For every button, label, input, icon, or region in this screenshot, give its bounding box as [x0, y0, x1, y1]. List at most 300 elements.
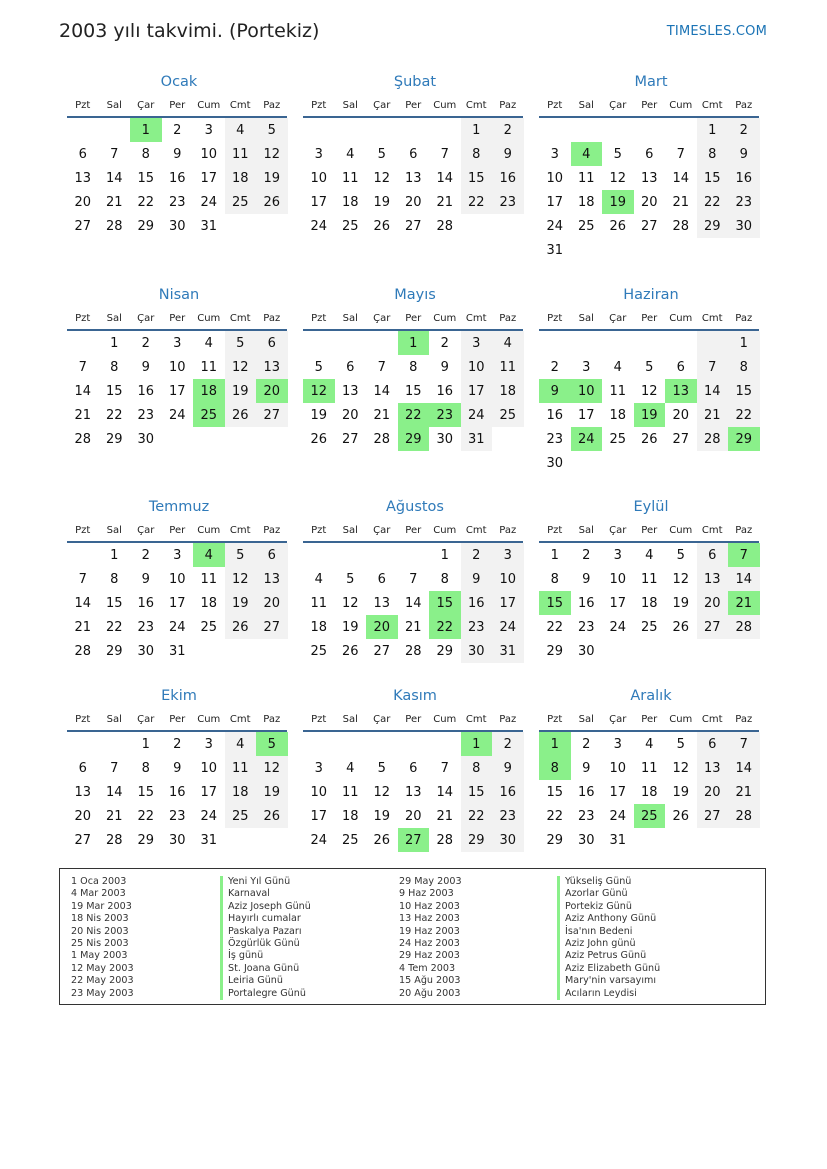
weekday-label: Çar: [137, 312, 155, 324]
weekday-label: Çar: [609, 312, 627, 324]
day-cell: 10: [492, 567, 524, 591]
day-cell: 3: [204, 736, 213, 752]
day-cell: 5: [676, 736, 685, 752]
day-cell: 4: [204, 335, 213, 351]
weekday-label: Sal: [106, 713, 122, 725]
day-cell: 9: [173, 146, 182, 162]
legend-holiday-name: İş günü: [220, 950, 311, 962]
day-cell: 17: [461, 379, 493, 403]
day-cell: 26: [310, 431, 328, 447]
legend-holiday-name: Mary'nin varsayımı: [557, 975, 660, 987]
month-8: [303, 497, 527, 663]
day-cell: 5: [377, 760, 386, 776]
holiday-day-cell: 4: [193, 543, 225, 567]
empty-cell: [571, 331, 603, 355]
weekday-header: [67, 94, 291, 116]
day-cell: 2: [173, 122, 182, 138]
holiday-day-cell: 19: [602, 190, 634, 214]
day-cell: 6: [78, 760, 87, 776]
day-grid: [67, 732, 291, 852]
weekday-label: Pzt: [311, 524, 327, 536]
day-cell: 25: [310, 643, 328, 659]
day-cell: 13: [256, 567, 288, 591]
day-cell: 12: [672, 760, 690, 776]
day-cell: 14: [404, 595, 422, 611]
day-cell: 16: [168, 784, 186, 800]
day-cell: 11: [225, 756, 257, 780]
day-cell: 25: [225, 190, 257, 214]
holiday-day-cell: 13: [665, 379, 697, 403]
day-cell: 29: [461, 828, 493, 852]
day-cell: 22: [461, 804, 493, 828]
weekday-label: Pzt: [75, 524, 91, 536]
day-cell: 26: [672, 619, 690, 635]
day-cell: 22: [137, 194, 155, 210]
day-cell: 24: [461, 403, 493, 427]
legend-date: 4 Tem 2003: [399, 962, 456, 974]
legend-holiday-name: St. Joana Günü: [220, 963, 311, 975]
month-name: Şubat: [393, 74, 437, 90]
day-cell: 30: [546, 455, 564, 471]
weekday-label: Çar: [609, 99, 627, 111]
legend-holiday-name: Aziz Petrus Günü: [557, 950, 660, 962]
day-cell: 27: [256, 615, 288, 639]
day-cell: 8: [110, 359, 119, 375]
day-cell: 7: [409, 571, 418, 587]
day-cell: 27: [256, 403, 288, 427]
day-cell: 10: [168, 571, 186, 587]
weekday-header: [539, 94, 763, 116]
day-cell: 27: [640, 218, 658, 234]
weekday-label: Pzt: [311, 312, 327, 324]
legend-holiday-name: Özgürlük Günü: [220, 938, 311, 950]
day-cell: 23: [137, 619, 155, 635]
empty-cell: [67, 331, 99, 355]
weekday-label: Sal: [106, 99, 122, 111]
day-cell: 7: [440, 760, 449, 776]
weekday-label: Pzt: [311, 713, 327, 725]
legend-date: 22 May 2003: [71, 975, 134, 987]
holiday-day-cell: 29: [728, 427, 760, 451]
empty-cell: [398, 732, 430, 756]
day-cell: 10: [168, 359, 186, 375]
day-cell: 28: [404, 643, 422, 659]
weekday-label: Paz: [735, 524, 753, 536]
weekday-label: Paz: [263, 713, 281, 725]
holiday-legend: [59, 868, 766, 1005]
day-cell: 14: [373, 383, 391, 399]
day-cell: 30: [577, 832, 595, 848]
weekday-label: Cmt: [701, 99, 723, 111]
holiday-day-cell: 1: [461, 732, 493, 756]
day-cell: 24: [310, 218, 328, 234]
day-cell: 30: [461, 639, 493, 663]
day-cell: 21: [105, 194, 123, 210]
day-cell: 5: [225, 331, 257, 355]
day-cell: 28: [105, 832, 123, 848]
weekday-label: Cmt: [465, 524, 487, 536]
day-cell: 6: [78, 146, 87, 162]
day-cell: 7: [377, 359, 386, 375]
legend-holiday-name: Aziz Joseph Günü: [220, 901, 311, 913]
day-cell: 26: [672, 808, 690, 824]
day-cell: 30: [137, 431, 155, 447]
day-cell: 13: [697, 756, 729, 780]
day-cell: 31: [168, 643, 186, 659]
day-cell: 17: [609, 784, 627, 800]
day-cell: 31: [609, 832, 627, 848]
month-name: Aralık: [630, 688, 672, 704]
day-cell: 18: [577, 194, 595, 210]
weekday-label: Cmt: [229, 312, 251, 324]
day-cell: 18: [640, 595, 658, 611]
day-cell: 2: [492, 732, 524, 756]
day-cell: 2: [550, 359, 559, 375]
day-cell: 23: [577, 619, 595, 635]
day-cell: 21: [105, 808, 123, 824]
legend-holiday-name: Aziz Elizabeth Günü: [557, 963, 660, 975]
legend-holiday-name: Paskalya Pazarı: [220, 926, 311, 938]
day-cell: 8: [728, 355, 760, 379]
weekday-label: Paz: [499, 99, 517, 111]
empty-cell: [665, 118, 697, 142]
day-cell: 4: [346, 146, 355, 162]
day-cell: 9: [582, 571, 591, 587]
day-cell: 4: [492, 331, 524, 355]
day-cell: 16: [461, 591, 493, 615]
day-cell: 4: [314, 571, 323, 587]
weekday-label: Cum: [433, 524, 457, 536]
day-cell: 8: [461, 756, 493, 780]
legend-date: 12 May 2003: [71, 962, 134, 974]
legend-date: 9 Haz 2003: [399, 888, 454, 900]
day-cell: 18: [640, 784, 658, 800]
day-cell: 12: [225, 355, 257, 379]
legend-date: 29 May 2003: [399, 876, 462, 887]
empty-cell: [67, 543, 99, 567]
day-cell: 21: [373, 407, 391, 423]
day-cell: 23: [492, 804, 524, 828]
weekday-label: Pzt: [547, 713, 563, 725]
day-cell: 23: [728, 190, 760, 214]
day-cell: 7: [676, 146, 685, 162]
empty-cell: [366, 732, 398, 756]
day-cell: 26: [225, 403, 257, 427]
day-cell: 14: [697, 379, 729, 403]
day-cell: 13: [74, 784, 92, 800]
month-10: [67, 686, 291, 852]
weekday-label: Paz: [263, 524, 281, 536]
weekday-label: Cmt: [465, 713, 487, 725]
day-cell: 15: [105, 383, 123, 399]
day-cell: 19: [672, 595, 690, 611]
weekday-label: Sal: [578, 524, 594, 536]
day-cell: 13: [404, 170, 422, 186]
day-cell: 20: [74, 808, 92, 824]
day-cell: 16: [168, 170, 186, 186]
weekday-label: Per: [641, 524, 658, 536]
day-cell: 23: [168, 194, 186, 210]
weekday-label: Paz: [735, 312, 753, 324]
day-cell: 11: [200, 571, 218, 587]
empty-cell: [366, 118, 398, 142]
weekday-header: [539, 307, 763, 329]
day-cell: 26: [373, 832, 391, 848]
day-cell: 4: [645, 736, 654, 752]
legend-date: 25 Nis 2003: [71, 938, 129, 950]
day-cell: 22: [105, 619, 123, 635]
day-cell: 29: [546, 832, 564, 848]
day-cell: 14: [74, 383, 92, 399]
holiday-day-cell: 24: [571, 427, 603, 451]
day-cell: 14: [105, 784, 123, 800]
day-cell: 3: [173, 547, 182, 563]
day-cell: 10: [200, 760, 218, 776]
month-name: Ağustos: [386, 499, 444, 515]
day-cell: 23: [168, 808, 186, 824]
day-cell: 2: [461, 543, 493, 567]
weekday-label: Pzt: [547, 524, 563, 536]
day-cell: 23: [492, 190, 524, 214]
day-cell: 9: [728, 142, 760, 166]
day-cell: 5: [676, 547, 685, 563]
day-cell: 28: [436, 832, 454, 848]
legend-holiday-name: Leiria Günü: [220, 975, 311, 987]
holiday-day-cell: 22: [398, 403, 430, 427]
weekday-label: Sal: [342, 524, 358, 536]
day-cell: 19: [672, 784, 690, 800]
day-cell: 6: [256, 331, 288, 355]
day-cell: 26: [256, 190, 288, 214]
day-grid: [539, 331, 763, 475]
day-cell: 10: [310, 170, 328, 186]
day-cell: 20: [74, 194, 92, 210]
legend-date: 1 Oca 2003: [71, 876, 127, 887]
legend-date: 24 Haz 2003: [399, 938, 460, 950]
day-cell: 22: [461, 190, 493, 214]
day-cell: 13: [341, 383, 359, 399]
day-cell: 22: [728, 403, 760, 427]
day-cell: 11: [225, 142, 257, 166]
day-cell: 1: [550, 547, 559, 563]
day-cell: 18: [341, 194, 359, 210]
weekday-label: Çar: [609, 524, 627, 536]
day-cell: 8: [110, 571, 119, 587]
empty-cell: [602, 331, 634, 355]
weekday-label: Sal: [342, 99, 358, 111]
day-cell: 14: [74, 595, 92, 611]
holiday-day-cell: 12: [303, 379, 335, 403]
day-cell: 17: [168, 383, 186, 399]
empty-cell: [634, 118, 666, 142]
day-cell: 2: [728, 118, 760, 142]
day-cell: 28: [74, 431, 92, 447]
day-grid: [67, 543, 291, 663]
weekday-label: Cmt: [465, 312, 487, 324]
legend-holiday-name: Acıların Leydisi: [557, 988, 660, 1000]
legend-holiday-name: Aziz John günü: [557, 938, 660, 950]
day-cell: 17: [546, 194, 564, 210]
weekday-label: Sal: [342, 312, 358, 324]
day-cell: 9: [141, 571, 150, 587]
day-cell: 13: [74, 170, 92, 186]
day-cell: 20: [404, 194, 422, 210]
day-cell: 16: [492, 780, 524, 804]
weekday-label: Per: [169, 99, 186, 111]
day-cell: 18: [225, 166, 257, 190]
weekday-label: Cum: [197, 524, 221, 536]
day-cell: 20: [256, 591, 288, 615]
day-cell: 5: [346, 571, 355, 587]
day-cell: 7: [440, 146, 449, 162]
day-cell: 30: [492, 828, 524, 852]
month-name: Haziran: [623, 287, 679, 303]
day-cell: 18: [341, 808, 359, 824]
day-cell: 30: [137, 643, 155, 659]
day-cell: 6: [697, 732, 729, 756]
legend-holiday-name: Hayırlı cumalar: [220, 913, 311, 925]
legend-holiday-name: Yükseliş Günü: [557, 876, 660, 888]
weekday-label: Sal: [106, 312, 122, 324]
empty-cell: [429, 118, 461, 142]
day-cell: 29: [697, 214, 729, 238]
day-cell: 15: [137, 784, 155, 800]
day-cell: 12: [225, 567, 257, 591]
day-cell: 27: [672, 431, 690, 447]
day-cell: 17: [168, 595, 186, 611]
day-cell: 1: [110, 335, 119, 351]
day-cell: 21: [404, 619, 422, 635]
legend-date: 19 Mar 2003: [71, 900, 132, 912]
day-cell: 1: [728, 331, 760, 355]
month-5: [303, 285, 527, 451]
day-cell: 11: [200, 359, 218, 375]
day-cell: 11: [341, 170, 359, 186]
weekday-label: Pzt: [75, 312, 91, 324]
weekday-label: Paz: [499, 713, 517, 725]
day-cell: 23: [546, 431, 564, 447]
weekday-label: Per: [405, 713, 422, 725]
day-cell: 6: [645, 146, 654, 162]
legend-dates-col-1: [71, 876, 134, 1000]
day-cell: 19: [225, 379, 257, 403]
day-cell: 3: [314, 146, 323, 162]
month-name: Kasım: [393, 688, 437, 704]
day-cell: 6: [256, 543, 288, 567]
weekday-label: Paz: [735, 99, 753, 111]
weekday-label: Cmt: [229, 524, 251, 536]
day-cell: 17: [200, 784, 218, 800]
holiday-day-cell: 29: [398, 427, 430, 451]
legend-date: 29 Haz 2003: [399, 950, 460, 962]
weekday-header: [539, 519, 763, 541]
day-cell: 9: [492, 756, 524, 780]
day-cell: 11: [609, 383, 627, 399]
day-cell: 10: [310, 784, 328, 800]
weekday-label: Per: [405, 524, 422, 536]
day-cell: 5: [256, 118, 288, 142]
day-cell: 29: [137, 832, 155, 848]
legend-date: 23 May 2003: [71, 987, 134, 999]
day-cell: 22: [546, 619, 564, 635]
legend-names-col-2: [557, 876, 660, 1000]
month-2: [303, 72, 527, 238]
day-cell: 3: [314, 760, 323, 776]
day-cell: 14: [105, 170, 123, 186]
weekday-label: Cum: [433, 312, 457, 324]
weekday-header: [67, 708, 291, 730]
day-cell: 7: [697, 355, 729, 379]
day-cell: 6: [676, 359, 685, 375]
weekday-label: Paz: [499, 312, 517, 324]
legend-holiday-name: Aziz Anthony Günü: [557, 913, 660, 925]
day-cell: 15: [461, 780, 493, 804]
legend-date: 19 Haz 2003: [399, 925, 460, 937]
day-cell: 8: [697, 142, 729, 166]
holiday-day-cell: 20: [366, 615, 398, 639]
holiday-day-cell: 1: [539, 732, 571, 756]
holiday-day-cell: 1: [398, 331, 430, 355]
empty-cell: [398, 118, 430, 142]
day-cell: 9: [141, 359, 150, 375]
day-cell: 31: [200, 218, 218, 234]
day-cell: 20: [404, 808, 422, 824]
day-cell: 8: [141, 146, 150, 162]
weekday-label: Çar: [373, 524, 391, 536]
weekday-label: Cum: [197, 312, 221, 324]
day-cell: 25: [492, 403, 524, 427]
day-cell: 27: [373, 643, 391, 659]
day-cell: 8: [550, 571, 559, 587]
weekday-label: Pzt: [547, 99, 563, 111]
day-cell: 30: [436, 431, 454, 447]
holiday-day-cell: 8: [539, 756, 571, 780]
legend-date: 15 Ağu 2003: [399, 975, 461, 987]
legend-date: 10 Haz 2003: [399, 900, 460, 912]
weekday-label: Cmt: [229, 713, 251, 725]
weekday-label: Pzt: [75, 99, 91, 111]
day-cell: 2: [173, 736, 182, 752]
weekday-label: Cmt: [701, 524, 723, 536]
weekday-label: Pzt: [311, 99, 327, 111]
day-cell: 2: [582, 736, 591, 752]
day-cell: 16: [137, 383, 155, 399]
day-cell: 7: [78, 359, 87, 375]
day-cell: 30: [168, 832, 186, 848]
weekday-label: Cum: [433, 99, 457, 111]
day-cell: 4: [645, 547, 654, 563]
empty-cell: [99, 732, 131, 756]
day-cell: 25: [341, 218, 359, 234]
day-cell: 6: [346, 359, 355, 375]
day-cell: 17: [310, 194, 328, 210]
empty-cell: [366, 543, 398, 567]
day-cell: 9: [440, 359, 449, 375]
weekday-label: Cum: [197, 713, 221, 725]
weekday-label: Çar: [609, 713, 627, 725]
day-cell: 20: [341, 407, 359, 423]
legend-holiday-name: Karnaval: [220, 888, 311, 900]
day-grid: [303, 543, 527, 663]
day-cell: 2: [492, 118, 524, 142]
weekday-label: Paz: [263, 99, 281, 111]
month-name: Temmuz: [148, 499, 210, 515]
day-cell: 4: [613, 359, 622, 375]
day-cell: 11: [640, 571, 658, 587]
day-cell: 4: [225, 732, 257, 756]
brand-link[interactable]: TIMESLES.COM: [666, 24, 767, 39]
holiday-day-cell: 27: [398, 828, 430, 852]
